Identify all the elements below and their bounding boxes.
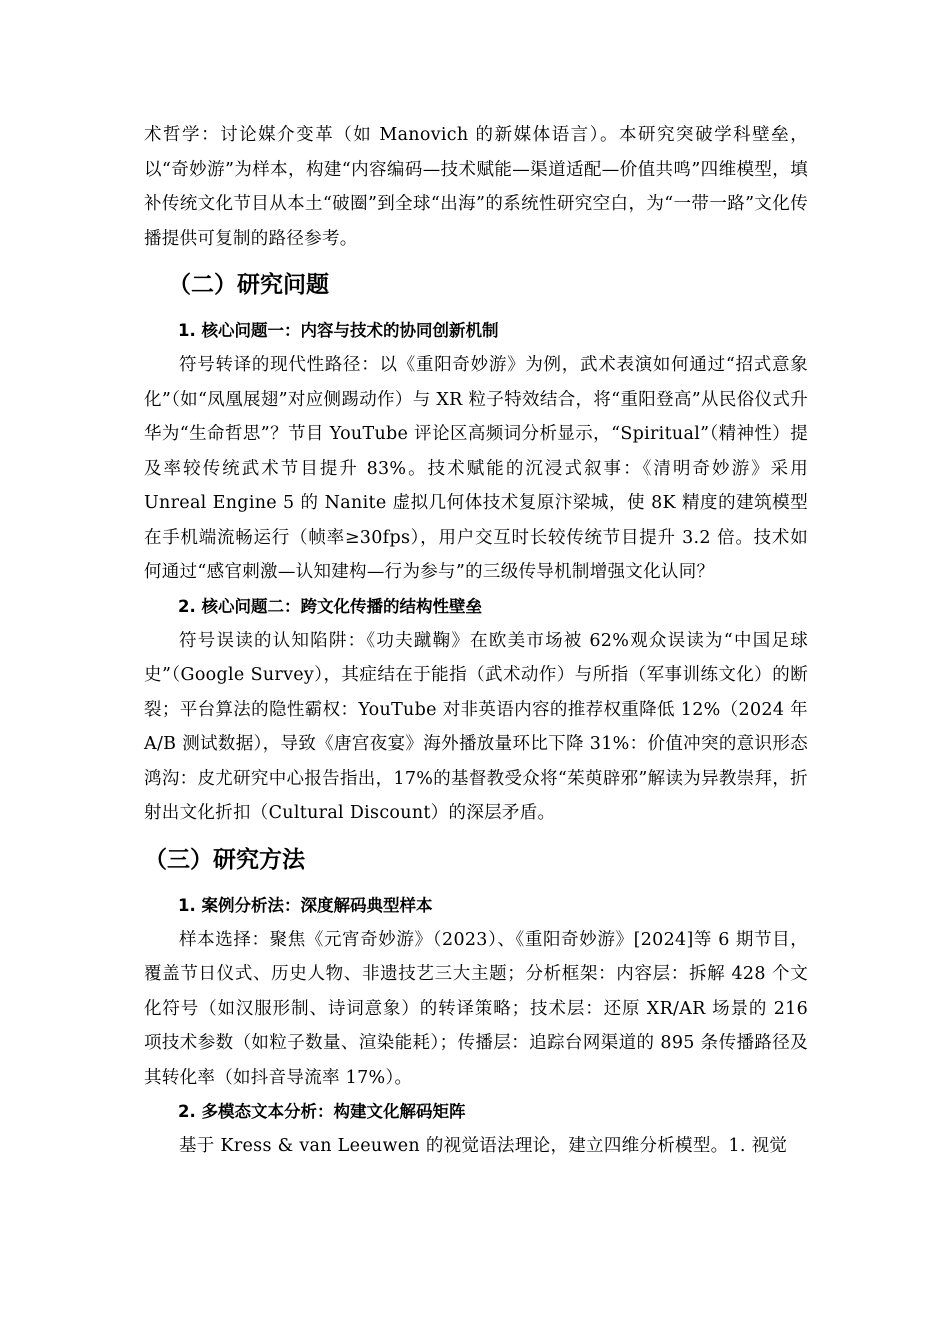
paragraph-core-question-1: 符号转译的现代性路径：以《重阳奇妙游》为例，武术表演如何通过“招式意象化”（如“凤凰展翅”对应侧踢动作）与 XR 粒子特效结合，将“重阳登高”从民俗仪式升华为“生命哲思”？节目 YouTube 评论区高频词分析显示，“Spiritual”（精神性）提及率较传统武术节目提升 83%。技术赋能的沉浸式叙事：《清明奇妙游》采用 Unreal Engine 5 的 Nanite 虚拟几何体技术复原汴梁城，使 8K 精度的建筑模型在手机端流畅运行（帧率≥30fps），用户交互时长较传统节目提升 3.2 倍。技术如何通过“感官刺激—认知建构—行为参与”的三级传导机制增强文化认同？ — [144, 355, 808, 582]
subheading-multimodal-analysis: 2. 多模态文本分析：构建文化解码矩阵 — [178, 1102, 466, 1121]
subheading-core-question-1: 1. 核心问题一：内容与技术的协同创新机制 — [178, 321, 499, 340]
section-heading-research-questions: （二）研究问题 — [168, 272, 329, 298]
paragraph-continuation: 术哲学：讨论媒介变革（如 Manovich 的新媒体语言）。本研究突破学科壁垒，以“奇妙游”为样本，构建“内容编码—技术赋能—渠道适配—价值共鸣”四维模型，填补传统文化节目从本土“破圈”到全球“出海”的系统性研究空白，为“一带一路”文化传播提供可复制的路径参考。 — [144, 125, 808, 249]
section-heading-research-methods: （三）研究方法 — [144, 846, 305, 873]
paragraph-multimodal-analysis: 基于 Kress & van Leeuwen 的视觉语法理论，建立四维分析模型。1. 视觉 — [179, 1136, 788, 1156]
subheading-case-analysis: 1. 案例分析法：深度解码典型样本 — [178, 895, 433, 915]
paragraph-core-question-2: 符号误读的认知陷阱：《功夫蹴鞠》在欧美市场被 62%观众误读为“中国足球史”（Google Survey），其症结在于能指（武术动作）与所指（军事训练文化）的断裂；平台算法的隐性霸权：YouTube 对非英语内容的推荐权重降低 12%（2024 年 A/B 测试数据），导致《唐宫夜宴》海外播放量环比下降 31%：价值冲突的意识形态鸿沟：皮尤研究中心报告指出，17%的基督教受众将“茱萸辟邪”解读为异教崇拜，折射出文化折扣（Cultural Discount）的深层矛盾。 — [144, 630, 808, 823]
page-content — [144, 118, 808, 1164]
paragraph-case-analysis: 样本选择：聚焦《元宵奇妙游》（2023）、《重阳奇妙游》[2024]等 6 期节目，覆盖节日仪式、历史人物、非遗技艺三大主题；分析框架：内容层：拆解 428 个文化符号（如汉服形制、诗词意象）的转译策略；技术层：还原 XR/AR 场景的 216 项技术参数（如粒子数量、渲染能耗）；传播层：追踪台网渠道的 895 条传播路径及其转化率（如抖音导流率 17%）。 — [144, 929, 808, 1088]
subheading-core-question-2: 2. 核心问题二：跨文化传播的结构性壁垒 — [178, 596, 482, 616]
